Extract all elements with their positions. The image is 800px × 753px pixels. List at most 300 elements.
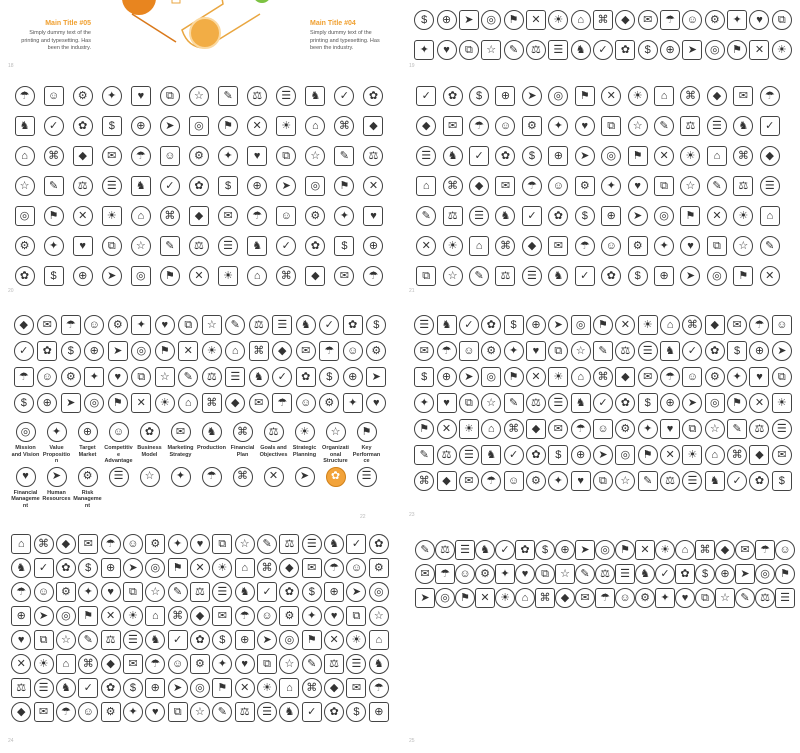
line-icon[interactable]: ✉: [443, 116, 463, 136]
line-icon[interactable]: ➤: [34, 606, 54, 626]
line-icon[interactable]: ◎: [145, 558, 165, 578]
line-icon[interactable]: ⌂: [279, 678, 299, 698]
line-icon[interactable]: ◎: [705, 40, 725, 60]
line-icon[interactable]: ⚙: [475, 564, 495, 584]
line-icon[interactable]: $: [628, 266, 648, 286]
line-icon[interactable]: ✉: [102, 146, 122, 166]
line-icon[interactable]: ⚖: [190, 582, 210, 602]
line-icon[interactable]: ✓: [334, 86, 354, 106]
line-icon[interactable]: ⌂: [178, 393, 198, 413]
line-icon[interactable]: ➤: [575, 540, 595, 560]
line-icon[interactable]: $: [727, 341, 747, 361]
line-icon[interactable]: ⌘: [202, 393, 222, 413]
line-icon[interactable]: ✉: [302, 558, 322, 578]
line-icon[interactable]: ✿: [749, 471, 769, 491]
line-icon[interactable]: ✕: [416, 236, 436, 256]
line-icon[interactable]: ☺: [84, 315, 104, 335]
line-icon[interactable]: ⚖: [733, 176, 753, 196]
line-icon[interactable]: ◎: [601, 146, 621, 166]
line-icon[interactable]: ⚑: [44, 206, 64, 226]
line-icon[interactable]: ♥: [515, 564, 535, 584]
line-icon[interactable]: ☀: [638, 315, 658, 335]
line-icon[interactable]: ⚙: [145, 534, 165, 554]
line-icon[interactable]: ⚙: [705, 367, 725, 387]
line-icon[interactable]: ⊕: [73, 266, 93, 286]
line-icon[interactable]: ◆: [56, 534, 76, 554]
line-icon[interactable]: ⚑: [455, 588, 475, 608]
line-icon[interactable]: ☺: [455, 564, 475, 584]
line-icon[interactable]: ✉: [212, 606, 232, 626]
line-icon[interactable]: ◎: [131, 266, 151, 286]
line-icon[interactable]: ☀: [733, 206, 753, 226]
line-icon[interactable]: ➤: [680, 266, 700, 286]
line-icon[interactable]: ◎: [548, 86, 568, 106]
line-icon[interactable]: ✿: [615, 40, 635, 60]
line-icon[interactable]: ☆: [145, 582, 165, 602]
line-icon[interactable]: ☰: [416, 146, 436, 166]
line-icon[interactable]: ✓: [655, 564, 675, 584]
line-icon[interactable]: ✓: [504, 445, 524, 465]
line-icon[interactable]: $: [346, 702, 366, 722]
line-icon[interactable]: ◎: [15, 206, 35, 226]
line-icon[interactable]: ⧉: [548, 341, 568, 361]
line-icon[interactable]: ♥: [571, 471, 591, 491]
line-icon[interactable]: ♥: [437, 40, 457, 60]
line-icon[interactable]: ☰: [218, 236, 238, 256]
line-icon[interactable]: ✎: [416, 206, 436, 226]
line-icon[interactable]: ⌂: [11, 534, 31, 554]
line-icon[interactable]: ✓: [272, 367, 292, 387]
line-icon[interactable]: ☂: [660, 10, 680, 30]
line-icon[interactable]: ⚑: [334, 176, 354, 196]
line-icon[interactable]: ✓: [302, 702, 322, 722]
line-icon[interactable]: ◎: [84, 393, 104, 413]
line-icon[interactable]: ◆: [190, 606, 210, 626]
line-icon[interactable]: ✦: [548, 471, 568, 491]
line-icon[interactable]: ☆: [235, 534, 255, 554]
line-icon[interactable]: ➤: [276, 176, 296, 196]
line-icon[interactable]: ✉: [735, 540, 755, 560]
line-icon[interactable]: $: [61, 341, 81, 361]
line-icon[interactable]: ⚖: [680, 116, 700, 136]
line-icon[interactable]: ✦: [302, 606, 322, 626]
line-icon[interactable]: ✿: [15, 266, 35, 286]
line-icon[interactable]: ⌂: [705, 445, 725, 465]
line-icon[interactable]: ♞: [571, 40, 591, 60]
line-icon[interactable]: ⌂: [760, 206, 780, 226]
line-icon[interactable]: ♥: [749, 367, 769, 387]
line-icon[interactable]: ◆: [101, 654, 121, 674]
line-icon[interactable]: ◆: [279, 558, 299, 578]
line-icon[interactable]: ☺: [343, 341, 363, 361]
line-icon[interactable]: ☀: [680, 146, 700, 166]
line-icon[interactable]: ☰: [682, 471, 702, 491]
line-icon[interactable]: ✿: [343, 315, 363, 335]
line-icon[interactable]: ⚖: [279, 534, 299, 554]
line-icon[interactable]: ✓: [575, 266, 595, 286]
line-icon[interactable]: ☆: [680, 176, 700, 196]
line-icon[interactable]: ⌂: [145, 606, 165, 626]
line-icon[interactable]: ⚑: [504, 10, 524, 30]
line-icon[interactable]: ➤: [575, 146, 595, 166]
line-icon[interactable]: ◆: [749, 445, 769, 465]
line-icon[interactable]: ♥: [145, 702, 165, 722]
line-icon[interactable]: ✕: [707, 206, 727, 226]
line-icon[interactable]: ⌘: [593, 367, 613, 387]
line-icon[interactable]: ⚑: [78, 606, 98, 626]
line-icon[interactable]: ⊕: [324, 582, 344, 602]
line-icon[interactable]: ⚙: [305, 206, 325, 226]
line-icon[interactable]: ✓: [469, 146, 489, 166]
line-icon[interactable]: ♞: [11, 558, 31, 578]
line-icon[interactable]: ♥: [575, 116, 595, 136]
line-icon[interactable]: ⧉: [601, 116, 621, 136]
line-icon[interactable]: ⚖: [324, 654, 344, 674]
line-icon[interactable]: ♞: [733, 116, 753, 136]
line-icon[interactable]: ⌘: [443, 176, 463, 196]
line-icon[interactable]: ♞: [249, 367, 269, 387]
line-icon[interactable]: ⊕: [660, 393, 680, 413]
line-icon[interactable]: ⌂: [15, 146, 35, 166]
line-icon[interactable]: ☂: [272, 393, 292, 413]
line-icon[interactable]: ➤: [459, 10, 479, 30]
line-icon[interactable]: $: [319, 367, 339, 387]
line-icon[interactable]: ✕: [11, 654, 31, 674]
line-icon[interactable]: ♥: [73, 236, 93, 256]
line-icon[interactable]: $: [14, 393, 34, 413]
line-icon[interactable]: ✕: [760, 266, 780, 286]
line-icon[interactable]: ✿: [495, 146, 515, 166]
line-icon[interactable]: ✉: [459, 471, 479, 491]
line-icon[interactable]: ☰: [346, 654, 366, 674]
line-icon[interactable]: ☺: [615, 588, 635, 608]
line-icon[interactable]: ⊕: [437, 10, 457, 30]
line-icon[interactable]: ✦: [727, 10, 747, 30]
line-icon[interactable]: ♞: [324, 534, 344, 554]
line-icon[interactable]: ✎: [638, 471, 658, 491]
line-icon[interactable]: ⚙: [366, 341, 386, 361]
line-icon[interactable]: ➤: [123, 558, 143, 578]
line-icon[interactable]: ⧉: [593, 471, 613, 491]
slide-23[interactable]: [405, 310, 800, 522]
line-icon[interactable]: ➤: [108, 341, 128, 361]
line-icon[interactable]: ◎: [481, 10, 501, 30]
line-icon[interactable]: ➤: [593, 445, 613, 465]
line-icon[interactable]: ⊕: [235, 630, 255, 650]
line-icon[interactable]: ♞: [495, 206, 515, 226]
line-icon[interactable]: ⧉: [654, 176, 674, 196]
line-icon[interactable]: ⊕: [84, 341, 104, 361]
line-icon[interactable]: ✕: [615, 315, 635, 335]
line-icon[interactable]: $: [414, 367, 434, 387]
line-icon[interactable]: ✦: [414, 40, 434, 60]
line-icon[interactable]: ⊕: [11, 606, 31, 626]
line-icon[interactable]: ✦: [44, 236, 64, 256]
line-icon[interactable]: ⚑: [628, 146, 648, 166]
labeled-icon[interactable]: [72, 422, 103, 465]
line-icon[interactable]: ✕: [475, 588, 495, 608]
line-icon[interactable]: ✦: [102, 86, 122, 106]
labeled-icon[interactable]: [10, 467, 41, 510]
line-icon[interactable]: ☰: [615, 564, 635, 584]
line-icon[interactable]: ✉: [346, 678, 366, 698]
line-icon[interactable]: ☂: [437, 341, 457, 361]
line-icon[interactable]: ✎: [414, 445, 434, 465]
line-icon[interactable]: $: [414, 10, 434, 30]
line-icon[interactable]: ✉: [218, 206, 238, 226]
line-icon[interactable]: ⚙: [73, 86, 93, 106]
line-icon[interactable]: ✿: [73, 116, 93, 136]
line-icon[interactable]: ☂: [760, 86, 780, 106]
line-icon[interactable]: $: [548, 445, 568, 465]
line-icon[interactable]: ⚖: [660, 471, 680, 491]
line-icon[interactable]: ✕: [749, 393, 769, 413]
line-icon[interactable]: ⚑: [168, 558, 188, 578]
line-icon[interactable]: ⚖: [749, 419, 769, 439]
line-icon[interactable]: ♥: [363, 206, 383, 226]
line-icon[interactable]: ✦: [168, 534, 188, 554]
line-icon[interactable]: ✎: [760, 236, 780, 256]
line-icon[interactable]: ☰: [459, 445, 479, 465]
line-icon[interactable]: ➤: [366, 367, 386, 387]
line-icon[interactable]: ☀: [459, 419, 479, 439]
line-icon[interactable]: ☰: [638, 341, 658, 361]
line-icon[interactable]: ☂: [11, 582, 31, 602]
line-icon[interactable]: ⌘: [34, 534, 54, 554]
line-icon[interactable]: ☰: [548, 393, 568, 413]
line-icon[interactable]: ☂: [363, 266, 383, 286]
line-icon[interactable]: ✕: [324, 630, 344, 650]
line-icon[interactable]: ✿: [279, 582, 299, 602]
line-icon[interactable]: ⌘: [593, 10, 613, 30]
line-icon[interactable]: ♞: [481, 445, 501, 465]
line-icon[interactable]: ◆: [469, 176, 489, 196]
line-icon[interactable]: ☺: [296, 393, 316, 413]
line-icon[interactable]: ➤: [682, 393, 702, 413]
line-icon[interactable]: ☆: [15, 176, 35, 196]
line-icon[interactable]: ☂: [56, 702, 76, 722]
line-icon[interactable]: ✦: [414, 393, 434, 413]
line-icon[interactable]: ⌂: [654, 86, 674, 106]
line-icon[interactable]: ✉: [772, 445, 792, 465]
line-icon[interactable]: ➤: [346, 582, 366, 602]
line-icon[interactable]: ⌂: [571, 10, 591, 30]
line-icon[interactable]: ☰: [522, 266, 542, 286]
line-icon[interactable]: ✎: [225, 315, 245, 335]
line-icon[interactable]: ⌘: [495, 236, 515, 256]
line-icon[interactable]: ♞: [548, 266, 568, 286]
line-icon[interactable]: ✓: [459, 315, 479, 335]
line-icon[interactable]: ◎: [615, 445, 635, 465]
line-icon[interactable]: ➤: [160, 116, 180, 136]
line-icon[interactable]: ☺: [682, 10, 702, 30]
line-icon[interactable]: ⚑: [593, 315, 613, 335]
line-icon[interactable]: ☂: [247, 206, 267, 226]
line-icon[interactable]: ⌘: [168, 606, 188, 626]
line-icon[interactable]: ⧉: [160, 86, 180, 106]
line-icon[interactable]: ☂: [749, 315, 769, 335]
line-icon[interactable]: ✦: [495, 564, 515, 584]
line-icon[interactable]: ⌂: [416, 176, 436, 196]
line-icon[interactable]: $: [638, 393, 658, 413]
line-icon[interactable]: ◆: [11, 702, 31, 722]
line-icon[interactable]: ☺: [276, 206, 296, 226]
line-icon[interactable]: ⊕: [548, 146, 568, 166]
line-icon[interactable]: ☆: [571, 341, 591, 361]
line-icon[interactable]: ✓: [593, 393, 613, 413]
line-icon[interactable]: ☰: [225, 367, 245, 387]
line-icon[interactable]: ◆: [225, 393, 245, 413]
line-icon[interactable]: ⧉: [459, 40, 479, 60]
line-icon[interactable]: ◆: [73, 146, 93, 166]
line-icon[interactable]: ☀: [346, 630, 366, 650]
line-icon[interactable]: ✕: [660, 445, 680, 465]
line-icon[interactable]: ◆: [707, 86, 727, 106]
line-icon[interactable]: ✿: [548, 206, 568, 226]
line-icon[interactable]: ✎: [257, 534, 277, 554]
slide-21[interactable]: [405, 80, 800, 300]
line-icon[interactable]: ☰: [302, 534, 322, 554]
unlabeled-icon[interactable]: [227, 467, 258, 510]
line-icon[interactable]: ◆: [555, 588, 575, 608]
line-icon[interactable]: ☂: [101, 534, 121, 554]
line-icon[interactable]: ⌂: [131, 206, 151, 226]
line-icon[interactable]: ✎: [593, 341, 613, 361]
line-icon[interactable]: $: [469, 86, 489, 106]
line-icon[interactable]: ◆: [305, 266, 325, 286]
line-icon[interactable]: ☆: [481, 40, 501, 60]
line-icon[interactable]: ◎: [435, 588, 455, 608]
line-icon[interactable]: ☰: [760, 176, 780, 196]
line-icon[interactable]: ✦: [212, 654, 232, 674]
line-icon[interactable]: ◆: [272, 341, 292, 361]
line-icon[interactable]: ☺: [257, 606, 277, 626]
line-icon[interactable]: ♞: [369, 654, 389, 674]
line-icon[interactable]: ✎: [212, 702, 232, 722]
line-icon[interactable]: ✉: [638, 10, 658, 30]
line-icon[interactable]: ☀: [276, 116, 296, 136]
line-icon[interactable]: ✓: [78, 678, 98, 698]
line-icon[interactable]: ⌂: [660, 315, 680, 335]
line-icon[interactable]: ✦: [218, 146, 238, 166]
line-icon[interactable]: ✎: [168, 582, 188, 602]
line-icon[interactable]: ⌘: [504, 419, 524, 439]
line-icon[interactable]: ⧉: [707, 236, 727, 256]
line-icon[interactable]: ♞: [443, 146, 463, 166]
line-icon[interactable]: ⧉: [535, 564, 555, 584]
line-icon[interactable]: ✦: [727, 367, 747, 387]
line-icon[interactable]: ✉: [548, 236, 568, 256]
line-icon[interactable]: ⊕: [101, 558, 121, 578]
line-icon[interactable]: ⚖: [202, 367, 222, 387]
line-icon[interactable]: ⌘: [695, 540, 715, 560]
line-icon[interactable]: ☺: [775, 540, 795, 560]
line-icon[interactable]: ☺: [44, 86, 64, 106]
unlabeled-icon[interactable]: [289, 467, 320, 510]
line-icon[interactable]: ☀: [102, 206, 122, 226]
line-icon[interactable]: ☆: [305, 146, 325, 166]
line-icon[interactable]: ✎: [218, 86, 238, 106]
line-icon[interactable]: ⚑: [775, 564, 795, 584]
slide-25[interactable]: [405, 530, 800, 753]
line-icon[interactable]: ✿: [296, 367, 316, 387]
line-icon[interactable]: ♞: [145, 630, 165, 650]
line-icon[interactable]: ⌘: [733, 146, 753, 166]
line-icon[interactable]: ✉: [334, 266, 354, 286]
line-icon[interactable]: ♞: [131, 176, 151, 196]
line-icon[interactable]: $: [218, 176, 238, 196]
line-icon[interactable]: ⚖: [11, 678, 31, 698]
line-icon[interactable]: ⚑: [727, 393, 747, 413]
line-icon[interactable]: ◆: [615, 10, 635, 30]
line-icon[interactable]: ✉: [249, 393, 269, 413]
line-icon[interactable]: ✦: [601, 176, 621, 196]
line-icon[interactable]: ☂: [595, 588, 615, 608]
line-icon[interactable]: ☺: [593, 419, 613, 439]
unlabeled-icon[interactable]: [134, 467, 165, 510]
line-icon[interactable]: ♞: [475, 540, 495, 560]
line-icon[interactable]: ✉: [78, 534, 98, 554]
line-icon[interactable]: ⌘: [249, 341, 269, 361]
line-icon[interactable]: ⚑: [733, 266, 753, 286]
line-icon[interactable]: ✎: [707, 176, 727, 196]
line-icon[interactable]: ⌘: [78, 654, 98, 674]
line-icon[interactable]: ☆: [705, 419, 725, 439]
line-icon[interactable]: ✦: [84, 367, 104, 387]
line-icon[interactable]: ☆: [628, 116, 648, 136]
line-icon[interactable]: ♞: [305, 86, 325, 106]
line-icon[interactable]: ⊕: [131, 116, 151, 136]
line-icon[interactable]: ⧉: [682, 419, 702, 439]
line-icon[interactable]: ♞: [571, 393, 591, 413]
line-icon[interactable]: ✿: [190, 630, 210, 650]
line-icon[interactable]: ✕: [189, 266, 209, 286]
line-icon[interactable]: ⌘: [160, 206, 180, 226]
line-icon[interactable]: ✎: [654, 116, 674, 136]
line-icon[interactable]: ♞: [56, 678, 76, 698]
line-icon[interactable]: ⊕: [654, 266, 674, 286]
line-icon[interactable]: ♥: [675, 588, 695, 608]
line-icon[interactable]: ☰: [469, 206, 489, 226]
line-icon[interactable]: ⚖: [101, 630, 121, 650]
line-icon[interactable]: ♞: [705, 471, 725, 491]
line-icon[interactable]: ✿: [37, 341, 57, 361]
labeled-icon[interactable]: [134, 422, 165, 465]
line-icon[interactable]: ⚖: [437, 445, 457, 465]
line-icon[interactable]: ♞: [660, 341, 680, 361]
line-icon[interactable]: ◆: [416, 116, 436, 136]
line-icon[interactable]: ✓: [257, 582, 277, 602]
line-icon[interactable]: ☀: [218, 266, 238, 286]
line-icon[interactable]: ☂: [145, 654, 165, 674]
line-icon[interactable]: $: [504, 315, 524, 335]
line-icon[interactable]: ✎: [504, 40, 524, 60]
line-icon[interactable]: ✦: [343, 393, 363, 413]
line-icon[interactable]: ⚙: [628, 236, 648, 256]
labeled-icon[interactable]: [196, 422, 227, 465]
line-icon[interactable]: ☀: [495, 588, 515, 608]
line-icon[interactable]: ◎: [131, 341, 151, 361]
labeled-icon[interactable]: [72, 467, 103, 510]
line-icon[interactable]: ☆: [155, 367, 175, 387]
line-icon[interactable]: ☂: [575, 236, 595, 256]
line-icon[interactable]: $: [212, 630, 232, 650]
unlabeled-icon[interactable]: [165, 467, 196, 510]
line-icon[interactable]: ⚖: [249, 315, 269, 335]
line-icon[interactable]: ✉: [548, 419, 568, 439]
line-icon[interactable]: ⚙: [108, 315, 128, 335]
line-icon[interactable]: ⧉: [416, 266, 436, 286]
